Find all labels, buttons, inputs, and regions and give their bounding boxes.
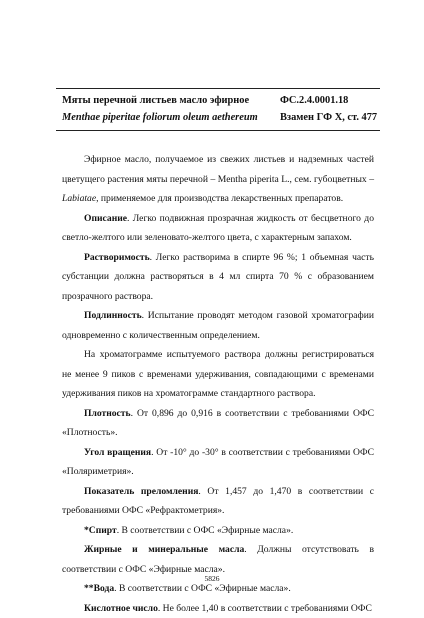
section-label: **Вода bbox=[84, 583, 114, 594]
header-top-rule bbox=[56, 88, 380, 89]
section-label: Плотность bbox=[84, 408, 131, 419]
acid-paragraph: Кислотное число. Не более 1,40 в соответствии с требованиями ОФС bbox=[62, 599, 374, 618]
section-label: Угол вращения bbox=[84, 447, 151, 458]
latin-family-name: Labiatae bbox=[62, 193, 96, 204]
monograph-latin-title: Menthae piperitae foliorum oleum aethereum bbox=[62, 112, 258, 123]
water-paragraph: **Вода. В соответствии с ОФС «Эфирные масла». bbox=[62, 579, 374, 599]
section-label: Показатель преломления bbox=[84, 486, 198, 497]
description-paragraph: Описание. Легко подвижная прозрачная жидкость от бесцветного до светло-желтого или зеленовато-желтого цвета, с характерным запахом. bbox=[62, 209, 374, 248]
page-number: 5826 bbox=[0, 574, 424, 583]
fats-paragraph: Жирные и минеральные масла. Должны отсутствовать в соответствии с ОФС «Эфирные масла». bbox=[62, 540, 374, 579]
intro-paragraph: Эфирное масло, получаемое из свежих листьев и надземных частей цветущего растения мяты перечной – Mentha piperita L., сем. губоцветных – Labiatae, применяемое для производства лекарственных препаратов. bbox=[62, 150, 374, 209]
alcohol-paragraph: *Спирт. В соответствии с ОФС «Эфирные масла». bbox=[62, 521, 374, 541]
chromatogram-paragraph: На хроматограмме испытуемого раствора должны регистрироваться не менее 9 пиков с временами удерживания, совпадающими с временами удерживания пиков на хроматограмме стандартного раствора. bbox=[62, 345, 374, 404]
density-paragraph: Плотность. От 0,896 до 0,916 в соответствии с требованиями ОФС «Плотность». bbox=[62, 404, 374, 443]
section-label: Описание bbox=[84, 213, 127, 224]
header-bottom-rule bbox=[56, 130, 380, 131]
monograph-replaces: Взамен ГФ X, ст. 477 bbox=[280, 112, 377, 123]
identity-paragraph: Подлинность. Испытание проводят методом газовой хроматографии одновременно с количественным определением. bbox=[62, 306, 374, 345]
monograph-body bbox=[62, 150, 374, 618]
rotation-paragraph: Угол вращения. От -10° до -30° в соответствии с требованиями ОФС «Поляриметрия». bbox=[62, 443, 374, 482]
section-label: Кислотное число bbox=[84, 603, 158, 614]
monograph-title: Мяты перечной листьев масло эфирное bbox=[62, 95, 249, 106]
solubility-paragraph: Растворимость. Легко растворима в спирте 96 %; 1 объемная часть субстанции должна растворяться в 4 мл спирта 70 % с образованием прозрачного раствора. bbox=[62, 248, 374, 307]
section-label: *Спирт bbox=[84, 525, 117, 536]
refraction-paragraph: Показатель преломления. От 1,457 до 1,470 в соответствии с требованиями ОФС «Рефрактометрия». bbox=[62, 482, 374, 521]
section-label: Жирные и минеральные масла bbox=[84, 544, 244, 555]
section-label: Растворимость bbox=[84, 252, 150, 263]
section-label: Подлинность bbox=[84, 310, 142, 321]
monograph-code: ФС.2.4.0001.18 bbox=[280, 95, 348, 106]
